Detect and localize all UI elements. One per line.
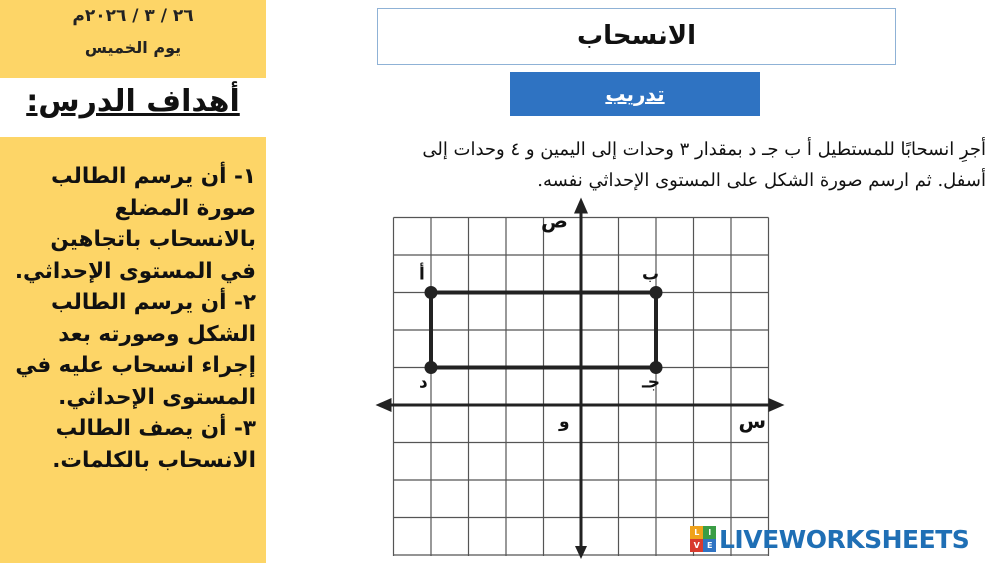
date-text: ٢٦ / ٣ / ٢٠٢٦م: [72, 6, 194, 26]
goal-item: ١- أن يرسم الطالب صورة المضلع بالانسحاب باتجاهين في المستوى الإحداثي.: [14, 164, 256, 284]
instructions-line-2: أسفل. ثم ارسم صورة الشكل على المستوى الإحداثي نفسه.: [537, 170, 986, 191]
vertex-label: جـ: [642, 372, 661, 393]
y-axis-arrow-up: [574, 198, 588, 214]
brand-logo-icon: [690, 526, 716, 552]
vertex-point: [425, 286, 438, 299]
brand-logo-letter: I: [703, 526, 716, 539]
vertex-label: د: [419, 372, 428, 393]
origin-label: و: [559, 412, 570, 432]
vertex-point: [650, 286, 663, 299]
axes: [376, 198, 785, 560]
brand-logo-letter: V: [690, 539, 703, 552]
instructions-line-1: أجرِ انسحابًا للمستطيل أ ب جـ د بمقدار ٣ وحدات إلى اليمين و ٤ وحدات إلى: [422, 139, 986, 160]
goal-item: ٢- أن يرسم الطالب الشكل وصورته بعد إجراء انسحاب عليه في المستوى الإحداثي.: [15, 290, 256, 410]
grid-labels: [419, 209, 766, 434]
brand-logo-letter: L: [690, 526, 703, 539]
x-axis-label: س: [738, 409, 767, 433]
practice-tab[interactable]: تدريب: [510, 72, 760, 116]
y-axis-arrow-down: [575, 546, 587, 559]
vertex-label: ب: [642, 264, 660, 285]
brand-logo-letter: E: [703, 539, 716, 552]
page-title: الانسحاب: [377, 8, 896, 65]
brand-text: LIVEWORKSHEETS: [719, 524, 970, 554]
liveworksheets-logo: [690, 522, 990, 556]
vertex-label: أ: [419, 264, 425, 285]
x-axis-arrow-left: [376, 398, 392, 412]
goals-title-text: أهداف الدرس:: [26, 84, 240, 119]
day-text: يوم الخميس: [84, 38, 182, 57]
x-axis-arrow-right: [769, 398, 785, 412]
goal-item: ٣- أن يصف الطالب الانسحاب بالكلمات.: [52, 416, 256, 473]
y-axis-label: ص: [541, 208, 568, 233]
